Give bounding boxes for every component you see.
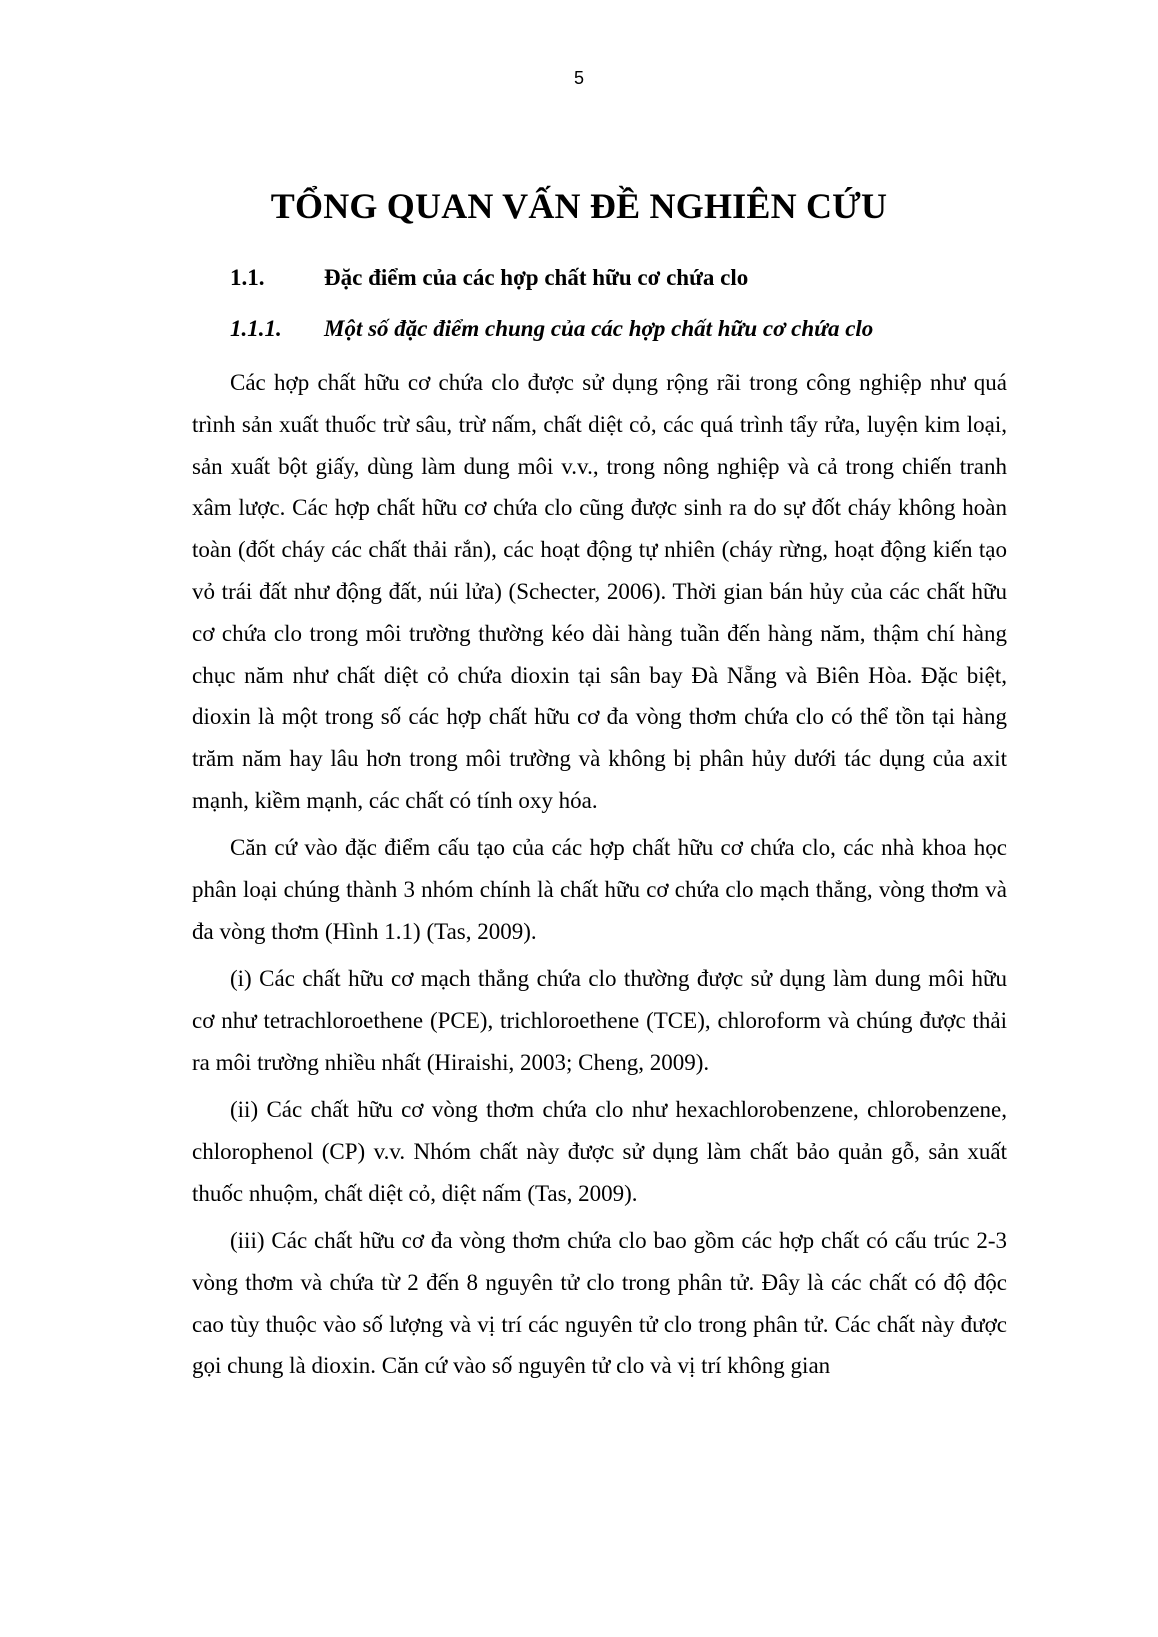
paragraph-group-iii: (iii) Các chất hữu cơ đa vòng thơm chứa clo bao gồm các hợp chất có cấu trúc 2-3 vòng thơm và chứa từ 2 đến 8 nguyên tử clo trong phân tử. Đây là các chất có độ độc cao tùy thuộc vào số lượng và vị trí các nguyên tử clo trong phân tử. Các chất này được gọi chung là dioxin. Căn cứ vào số nguyên tử clo và vị trí không gian: [192, 1227, 1007, 1379]
section-title: Một số đặc điểm chung của các hợp chất hữu cơ chứa clo: [324, 316, 874, 341]
section-heading-1-1: [230, 265, 748, 291]
paragraph-group-i: (i) Các chất hữu cơ mạch thẳng chứa clo thường được sử dụng làm dung môi hữu cơ như tetrachloroethene (PCE), trichloroethene (TCE), chloroform và chúng được thải ra môi trường nhiều nhất (Hiraishi, 2003; Cheng, 2009).: [192, 966, 1007, 1075]
section-number: 1.1.: [230, 265, 265, 290]
section-title: Đặc điểm của các hợp chất hữu cơ chứa clo: [324, 265, 749, 290]
section-heading-1-1-1: [230, 316, 873, 342]
paragraph-intro: Các hợp chất hữu cơ chứa clo được sử dụng rộng rãi trong công nghiệp như quá trình sản xuất thuốc trừ sâu, trừ nấm, chất diệt cỏ, các quá trình tẩy rửa, luyện kim loại, sản xuất bột giấy, dùng làm dung môi v.v., trong nông nghiệp và cả trong chiến tranh xâm lược. Các hợp chất hữu cơ chứa clo cũng được sinh ra do sự đốt cháy không hoàn toàn (đốt cháy các chất thải rắn), các hoạt động tự nhiên (cháy rừng, hoạt động kiến tạo vỏ trái đất như động đất, núi lửa) (Schecter, 2006). Thời gian bán hủy của các chất hữu cơ chứa clo trong môi trường thường kéo dài hàng tuần đến hàng năm, thậm chí hàng chục năm như chất diệt cỏ chứa dioxin tại sân bay Đà Nẵng và Biên Hòa. Đặc biệt, dioxin là một trong số các hợp chất hữu cơ đa vòng thơm chứa clo có thể tồn tại hàng trăm năm hay lâu hơn trong môi trường và không bị phân hủy dưới tác dụng của axit mạnh, kiềm mạnh, các chất có tính oxy hóa.: [192, 370, 1007, 813]
paragraph-classification: Căn cứ vào đặc điểm cấu tạo của các hợp chất hữu cơ chứa clo, các nhà khoa học phân loại chúng thành 3 nhóm chính là chất hữu cơ chứa clo mạch thẳng, vòng thơm và đa vòng thơm (Hình 1.1) (Tas, 2009).: [192, 835, 1007, 944]
page-number: 5: [573, 68, 584, 88]
paragraph-group-ii: (ii) Các chất hữu cơ vòng thơm chứa clo như hexachlorobenzene, chlorobenzene, chlorophenol (CP) v.v. Nhóm chất này được sử dụng làm chất bảo quản gỗ, sản xuất thuốc nhuộm, chất diệt cỏ, diệt nấm (Tas, 2009).: [192, 1097, 1007, 1206]
chapter-title: TỔNG QUAN VẤN ĐỀ NGHIÊN CỨU: [270, 186, 888, 226]
section-number: 1.1.1.: [230, 316, 282, 341]
body-text: [192, 362, 1007, 1393]
